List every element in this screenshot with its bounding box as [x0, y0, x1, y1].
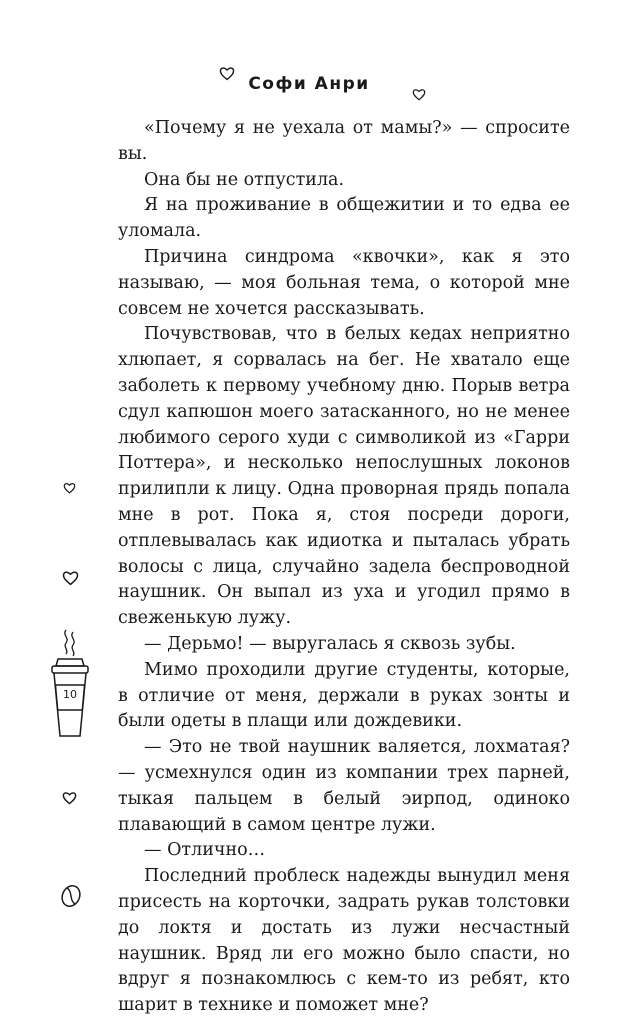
paragraph: Она бы не отпустила. [144, 169, 345, 190]
running-header-author: Софи Анри [248, 74, 370, 94]
heart-icon [62, 570, 79, 586]
paragraph: — Отлично… [144, 840, 266, 861]
body-text [118, 116, 570, 1019]
heart-icon [412, 88, 426, 101]
coffee-cup-icon [45, 628, 95, 740]
heart-icon [219, 66, 235, 81]
paragraph: «Почему я не уехала от мамы?» — спросите вы. [118, 118, 570, 164]
paragraph: Я на проживание в общежитии и то едва ее уломала. [118, 195, 570, 242]
paragraph: — Это не твой наушник валяется, лохматая? — усмехнулся один из компании трех парней, тыкая пальцем в белый эирпод, одиноко плавающий в самом центре лужи. [118, 737, 570, 835]
page-number: 10 [63, 688, 77, 701]
heart-icon [62, 791, 77, 805]
paragraph: Мимо проходили другие студенты, которые, в отличие от меня, держали в руках зонты и были одеты в плащи или дождевики. [118, 659, 570, 732]
paragraph: Причина синдрома «квочки», как я это называю, — моя больная тема, о которой мне совсем не хочется рассказывать. [118, 246, 570, 319]
heart-icon [63, 482, 76, 494]
coffee-bean-icon [60, 884, 82, 908]
paragraph: Последний проблеск надежды вынудил меня присесть на корточки, задрать рукав толстовки до локтя и достать из лужи несчастный наушник. Вряд ли его можно было спасти, но вдруг я познакомлюсь с кем-то из ребят, кто шарит в технике и поможет мне? [118, 866, 570, 1016]
paragraph: — Дерьмо! — выругалась я сквозь зубы. [144, 633, 516, 654]
paragraph: Почувствовав, что в белых кедах неприятно хлюпает, я сорвалась на бег. Не хватало еще заболеть к первому учебному дню. Порыв ветра сдул капюшон моего затасканного, но не менее любимого серого худи с символикой из «Гарри Поттера», и несколько непослушных локонов прилипли к лицу. Одна проворная прядь попала мне в рот. Пока я, стоя посреди дороги, отплевывалась как идиотка и пыталась убрать волосы с лица, случайно задела беспроводной наушник. Он выпал из уха и угодил прямо в свеженькую лужу. [118, 324, 570, 629]
